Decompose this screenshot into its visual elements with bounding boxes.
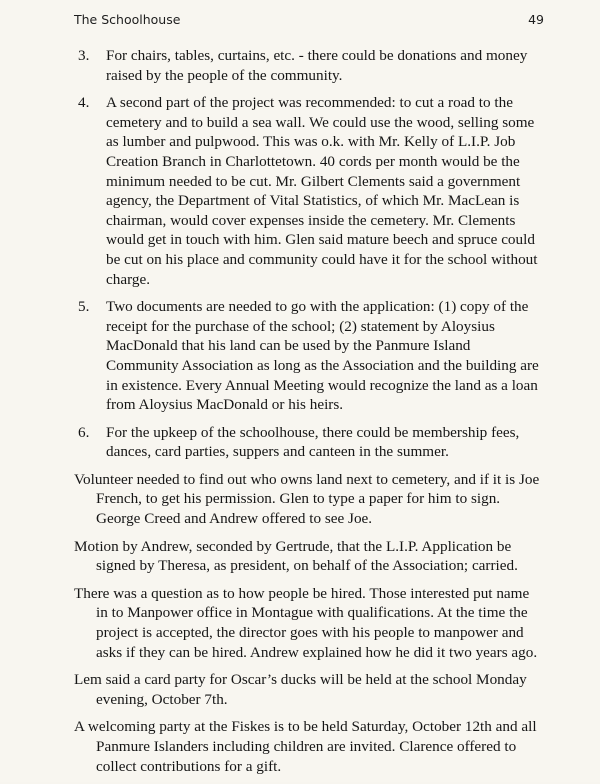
paragraph-card-party: Lem said a card party for Oscar’s ducks will be held at the school Monday evening, October 7th. (74, 671, 527, 708)
list-item-number: 5. (78, 298, 90, 316)
list-item-text: For chairs, tables, curtains, etc. - there could be donations and money raised by the people of the community. (106, 47, 528, 84)
list-item (78, 93, 544, 289)
list-item (78, 423, 544, 462)
list-item-number: 6. (78, 423, 90, 441)
list-item-number: 3. (78, 47, 90, 64)
list-item-text: Two documents are needed to go with the application: (1) copy of the receipt for the purchase of the school; (2) statement by Aloysius MacDonald that his land can be used by the Panmure Island Community Association as long as the Association and the building are in existence. Every Annual Meeting would recognize the land as a loan from Aloysius MacDonald or his heirs. (106, 298, 539, 414)
paragraph-welcoming-party: A welcoming party at the Fiskes is to be held Saturday, October 12th and all Panmure Islanders including children are invited. Clarence offered to collect contributions for a gift. (74, 718, 537, 775)
page-number: 49 (528, 12, 544, 27)
paragraph-volunteer: Volunteer needed to find out who owns land next to cemetery, and if it is Joe French, to get his permission. Glen to type a paper for him to sign. George Creed and Andrew offered to see Joe. (74, 470, 540, 528)
list-item (78, 297, 544, 415)
paragraph-hiring: There was a question as to how people be hired. Those interested put name in to Manpower office in Montague with qualifications. At the time the project is accepted, the director goes with his people to manpower and asks if they can be hired. Andrew explained how he did it two years ago. (74, 584, 538, 661)
running-head: The Schoolhouse (74, 12, 181, 27)
page-header (74, 12, 544, 34)
list-item (78, 46, 544, 85)
paragraph-motion: Motion by Andrew, seconded by Gertrude, that the L.I.P. Application be signed by Theresa, as president, on behalf of the Association; carried. (74, 537, 518, 575)
list-item-text: For the upkeep of the schoolhouse, there could be membership fees, dances, card parties, suppers and canteen in the summer. (106, 423, 520, 461)
list-item-text: A second part of the project was recommended: to cut a road to the cemetery and to build a sea wall. We could use the wood, selling some as lumber and pulpwood. This was o.k. with Mr. Kelly of L.I.P. Job Creation Branch in Charlottetown. 40 cords per month would be the minimum needed to be cut. Mr. Gilbert Clements said a government agency, the Department of Vital Statistics, of which Mr. MacLean is chairman, would cover expenses inside the cemetery. Mr. Clements would get in touch with him. Glen said mature beech and spruce could be cut on his place and community could have it for the school without charge. (106, 94, 538, 288)
list-item-number: 4. (78, 94, 90, 112)
body-text (74, 46, 544, 784)
